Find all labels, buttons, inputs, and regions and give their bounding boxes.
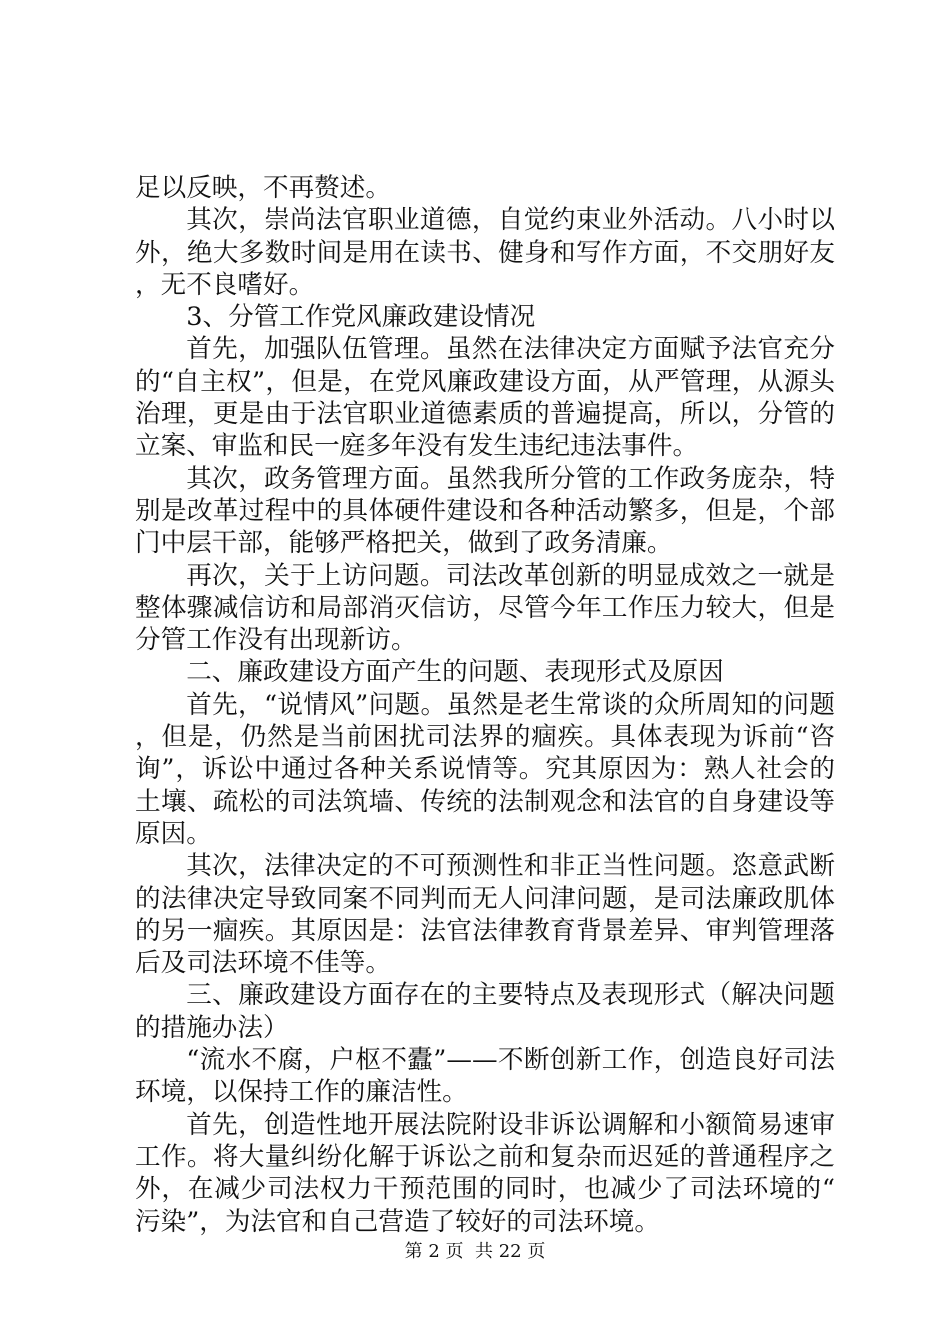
paragraph: 其次，法律决定的不可预测性和非正当性问题。恣意武断的法律决定导致同案不同判而无人问津问题，是司法廉政肌体的另一痼疾。其原因是：法官法律教育背景差异、审判管理落后及司法环境不佳等。	[135, 851, 835, 979]
paragraph: 首先，“说情风”问题。虽然是老生常谈的众所周知的问题，但是，仍然是当前困扰司法界的痼疾。具体表现为诉前“咨询”，诉讼中通过各种关系说情等。究其原因为：熟人社会的土壤、疏松的司法筑墙、传统的法制观念和法官的自身建设等原因。	[135, 689, 835, 849]
paragraph: 再次，关于上访问题。司法改革创新的明显成效之一就是整体骤减信访和局部消灭信访，尽管今年工作压力较大，但是分管工作没有出现新访。	[135, 560, 835, 656]
paragraph: “流水不腐，户枢不蠹”——不断创新工作，创造良好司法环境，以保持工作的廉洁性。	[135, 1045, 835, 1108]
paragraph: 其次，政务管理方面。虽然我所分管的工作政务庞杂，特别是改革过程中的具体硬件建设和各种活动繁多，但是，个部门中层干部，能够严格把关，做到了政务清廉。	[135, 463, 835, 559]
page-number-label: 第 2 页 共 22 页	[404, 1241, 546, 1262]
paragraph: 其次，崇尚法官职业道德，自觉约束业外活动。八小时以外，绝大多数时间是用在读书、健身和写作方面，不交朋好友，无不良嗜好。	[135, 205, 835, 300]
paragraph: 首先，加强队伍管理。虽然在法律决定方面赋予法官充分的“自主权”，但是，在党风廉政建设方面，从严管理，从源头治理，更是由于法官职业道德素质的普遍提高，所以，分管的立案、审监和民一庭多年没有发生违纪违法事件。	[135, 334, 835, 462]
page-footer	[0, 1240, 950, 1264]
section-heading: 3、分管工作党风廉政建设情况	[186, 302, 536, 333]
paragraph: 足以反映，不再赘述。	[135, 173, 391, 203]
paragraph: 首先，创造性地开展法院附设非诉讼调解和小额简易速审工作。将大量纠纷化解于诉讼之前和复杂而迟延的普通程序之外，在减少司法权力干预范围的同时，也减少了司法环境的“污染”，为法官和自己营造了较好的司法环境。	[135, 1109, 835, 1237]
section-heading: 三、廉政建设方面存在的主要特点及表现形式（解决问题的措施办法）	[135, 980, 835, 1043]
section-heading: 二、廉政建设方面产生的问题、表现形式及原因	[186, 657, 724, 688]
document-body	[135, 172, 835, 1238]
